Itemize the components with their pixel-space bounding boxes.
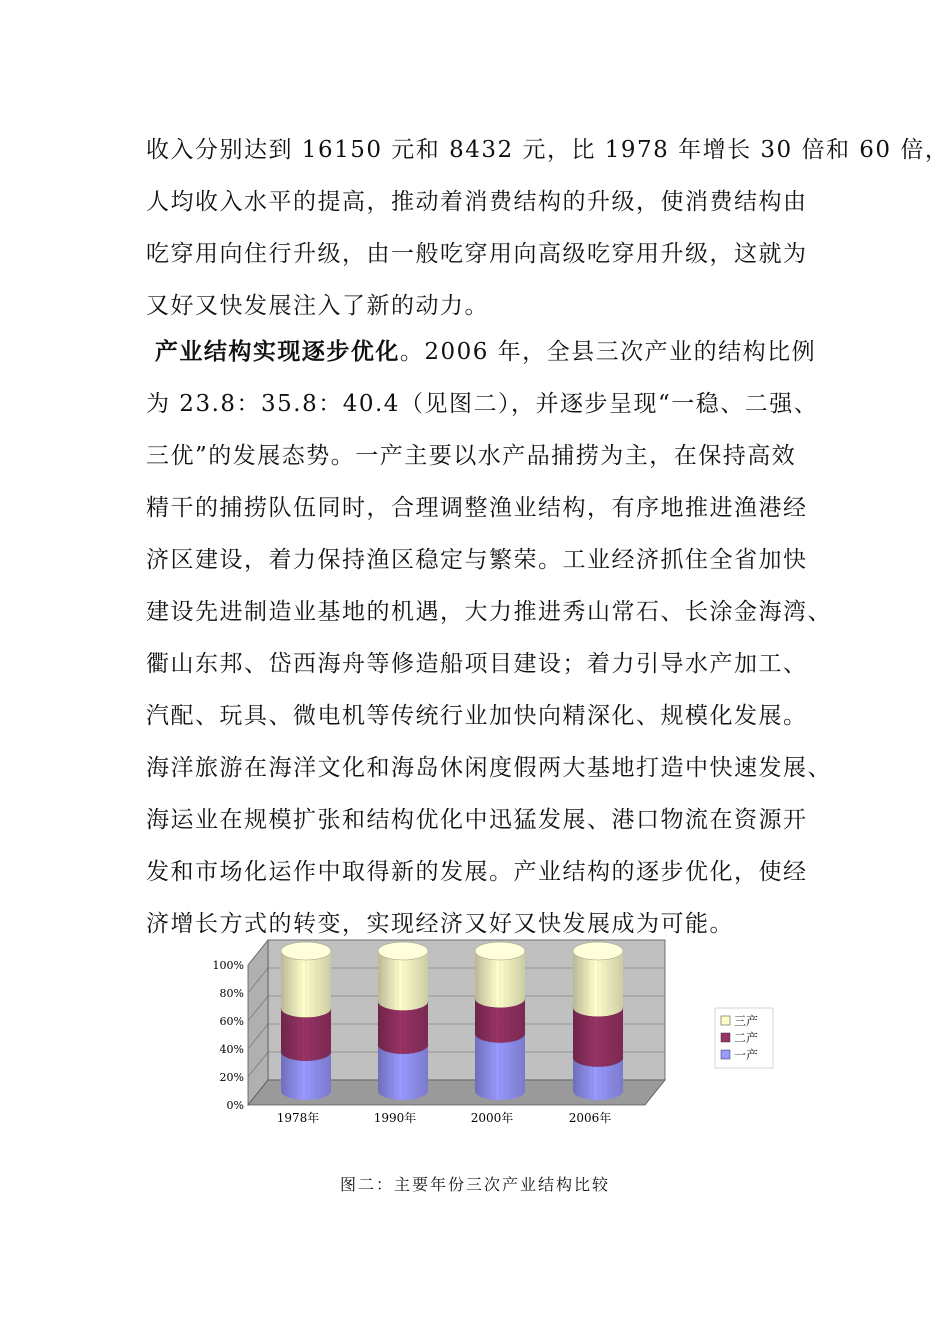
x-tick-label: 2006年 bbox=[568, 1111, 612, 1125]
text-line: 建设先进制造业基地的机遇，大力推进秀山常石、长涂金海湾、 bbox=[146, 599, 832, 625]
legend-swatch bbox=[721, 1033, 730, 1042]
figure-caption: 图二：主要年份三次产业结构比较 bbox=[339, 1175, 610, 1194]
text-line: 吃穿用向住行升级，由一般吃穿用向高级吃穿用升级，这就为 bbox=[146, 241, 808, 267]
text-line: 海洋旅游在海洋文化和海岛休闲度假两大基地打造中快速发展、 bbox=[146, 755, 832, 781]
bar-segment-三产 bbox=[573, 942, 623, 1017]
text-line: 为 23.8：35.8：40.4（见图二），并逐步呈现“一稳、二强、 bbox=[146, 391, 819, 417]
text-line-rest: 。2006 年，全县三次产业的结构比例 bbox=[399, 339, 817, 365]
y-tick-label: 80% bbox=[219, 987, 244, 1000]
x-tick-label: 2000年 bbox=[470, 1111, 514, 1125]
text-line: 衢山东邦、岱西海舟等修造船项目建设；着力引导水产加工、 bbox=[146, 651, 808, 677]
bar-segment-三产 bbox=[281, 942, 331, 1017]
legend-label: 一产 bbox=[734, 1048, 759, 1062]
text-line: 济增长方式的转变，实现经济又好又快发展成为可能。 bbox=[146, 911, 734, 937]
x-tick-label: 1978年 bbox=[276, 1111, 320, 1125]
section-heading: 产业结构实现逐步优化 bbox=[154, 338, 400, 365]
y-tick-label: 40% bbox=[219, 1043, 244, 1056]
text-line: 三优”的发展态势。一产主要以水产品捕捞为主，在保持高效 bbox=[146, 443, 797, 469]
x-tick-label: 1990年 bbox=[373, 1111, 417, 1125]
legend-swatch bbox=[721, 1050, 730, 1059]
y-tick-label: 100% bbox=[212, 959, 244, 972]
y-tick-label: 20% bbox=[219, 1071, 244, 1084]
text-line-first bbox=[146, 326, 836, 378]
y-tick-label: 0% bbox=[226, 1099, 244, 1112]
chart-side-wall bbox=[248, 940, 268, 1105]
text-line: 发和市场化运作中取得新的发展。产业结构的逐步优化，使经 bbox=[146, 859, 808, 885]
text-line: 收入分别达到 16150 元和 8432 元，比 1978 年增长 30 倍和 60 倍， bbox=[146, 137, 950, 163]
paragraph-1 bbox=[146, 124, 950, 332]
text-line: 海运业在规模扩张和结构优化中迅猛发展、港口物流在资源开 bbox=[146, 807, 808, 833]
legend-swatch bbox=[721, 1016, 730, 1025]
legend-label: 三产 bbox=[734, 1014, 759, 1028]
text-line: 又好又快发展注入了新的动力。 bbox=[146, 293, 489, 319]
bar-segment-三产 bbox=[378, 942, 428, 1010]
text-line: 人均收入水平的提高，推动着消费结构的升级，使消费结构由 bbox=[146, 189, 808, 215]
industry-structure-chart bbox=[210, 930, 790, 1140]
bar-segment-三产 bbox=[475, 942, 525, 1008]
y-tick-label: 60% bbox=[219, 1015, 244, 1028]
paragraph-2 bbox=[146, 326, 836, 950]
text-line: 济区建设，着力保持渔区稳定与繁荣。工业经济抓住全省加快 bbox=[146, 547, 808, 573]
legend-label: 二产 bbox=[734, 1031, 759, 1045]
text-line: 精干的捕捞队伍同时，合理调整渔业结构，有序地推进渔港经 bbox=[146, 495, 808, 521]
text-line: 汽配、玩具、微电机等传统行业加快向精深化、规模化发展。 bbox=[146, 703, 808, 729]
